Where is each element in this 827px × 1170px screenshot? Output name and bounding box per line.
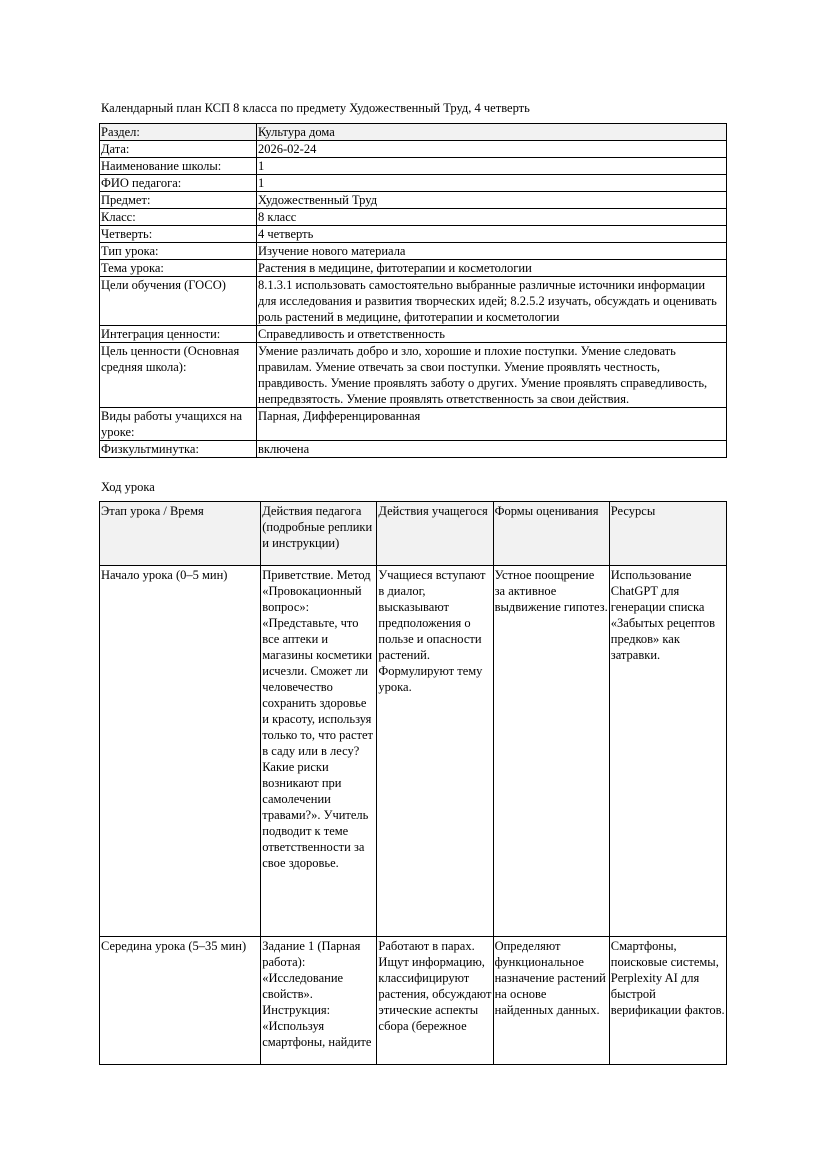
- info-value: 2026-02-24: [257, 141, 727, 158]
- column-header-student-actions: Действия учащегося: [377, 502, 493, 566]
- info-row-school: [100, 158, 727, 175]
- info-value: Умение различать добро и зло, хорошие и плохие поступки. Умение следовать правилам. Умение отвечать за свои поступки. Умение проявлять честность, правдивость. Умение проявлять заботу о других. Умение проявлять справедливость, непредвзятость. Умение проявлять ответственность за свои действия.: [257, 343, 727, 408]
- cell-teacher-actions: Приветствие. Метод «Провокационный вопрос»: «Представьте, что все аптеки и магазины косметики исчезли. Сможет ли человечество сохранить здоровье и красоту, используя только то, что растет в саду или в лесу? Какие риски возникают при самолечении травами?». Учитель подводит к теме ответственности за свое здоровье.: [261, 566, 377, 937]
- info-value: Растения в медицине, фитотерапии и косметологии: [257, 260, 727, 277]
- info-label: Раздел:: [100, 124, 257, 141]
- info-value: Художественный Труд: [257, 192, 727, 209]
- info-value: 1: [257, 175, 727, 192]
- info-row-quarter: [100, 226, 727, 243]
- info-label: Класс:: [100, 209, 257, 226]
- info-value: 4 четверть: [257, 226, 727, 243]
- column-header-stage: Этап урока / Время: [100, 502, 261, 566]
- info-row-value-integration: [100, 326, 727, 343]
- info-label: ФИО педагога:: [100, 175, 257, 192]
- column-header-assessment: Формы оценивания: [493, 502, 609, 566]
- info-row-teacher: [100, 175, 727, 192]
- lesson-flow-heading: Ход урока: [101, 480, 155, 494]
- info-value: 1: [257, 158, 727, 175]
- cell-student-actions: Учащиеся вступают в диалог, высказывают предположения о пользе и опасности растений. Формулируют тему урока.: [377, 566, 493, 937]
- info-value: Изучение нового материала: [257, 243, 727, 260]
- cell-stage: Середина урока (5–35 мин): [100, 937, 261, 1065]
- info-label: Цель ценности (Основная средняя школа):: [100, 343, 257, 408]
- info-value: Справедливость и ответственность: [257, 326, 727, 343]
- cell-assessment: Устное поощрение за активное выдвижение гипотез.: [493, 566, 609, 937]
- info-value: Культура дома: [257, 124, 727, 141]
- info-row-topic: [100, 260, 727, 277]
- table-row: [100, 937, 727, 1065]
- info-label: Тип урока:: [100, 243, 257, 260]
- info-row-value-goal: [100, 343, 727, 408]
- cell-resources: Использование ChatGPT для генерации списка «Забытых рецептов предков» как затравки.: [609, 566, 726, 937]
- cell-resources: Смартфоны, поисковые системы, Perplexity AI для быстрой верификации фактов.: [609, 937, 726, 1065]
- info-label: Наименование школы:: [100, 158, 257, 175]
- info-value: 8.1.3.1 использовать самостоятельно выбранные различные источники информации для исследования и развития творческих идей; 8.2.5.2 изучать, обсуждать и оценивать роль растений в медицине, фитотерапии и косметологии: [257, 277, 727, 326]
- column-header-resources: Ресурсы: [609, 502, 726, 566]
- info-label: Цели обучения (ГОСО): [100, 277, 257, 326]
- lesson-flow-table: [99, 501, 727, 1065]
- info-row-class: [100, 209, 727, 226]
- info-row-learning-goals: [100, 277, 727, 326]
- info-row-section: [100, 124, 727, 141]
- lesson-info-table: [99, 123, 727, 458]
- info-label: Тема урока:: [100, 260, 257, 277]
- cell-teacher-actions: Задание 1 (Парная работа): «Исследование свойств». Инструкция: «Используя смартфоны, найдите: [261, 937, 377, 1065]
- info-value: 8 класс: [257, 209, 727, 226]
- info-row-physical-break: [100, 441, 727, 458]
- info-label: Дата:: [100, 141, 257, 158]
- table-row: [100, 566, 727, 937]
- flow-header-row: [100, 502, 727, 566]
- info-row-subject: [100, 192, 727, 209]
- cell-stage: Начало урока (0–5 мин): [100, 566, 261, 937]
- info-value: Парная, Дифференцированная: [257, 408, 727, 441]
- info-label: Виды работы учащихся на уроке:: [100, 408, 257, 441]
- page-title: Календарный план КСП 8 класса по предмету Художественный Труд, 4 четверть: [101, 101, 530, 115]
- info-value: включена: [257, 441, 727, 458]
- info-label: Четверть:: [100, 226, 257, 243]
- info-label: Физкультминутка:: [100, 441, 257, 458]
- info-label: Предмет:: [100, 192, 257, 209]
- info-row-date: [100, 141, 727, 158]
- info-row-lesson-type: [100, 243, 727, 260]
- info-label: Интеграция ценности:: [100, 326, 257, 343]
- cell-student-actions: Работают в парах. Ищут информацию, классифицируют растения, обсуждают этические аспекты сбора (бережное: [377, 937, 493, 1065]
- cell-assessment: Определяют функциональное назначение растений на основе найденных данных.: [493, 937, 609, 1065]
- info-row-work-types: [100, 408, 727, 441]
- column-header-teacher-actions: Действия педагога (подробные реплики и инструкции): [261, 502, 377, 566]
